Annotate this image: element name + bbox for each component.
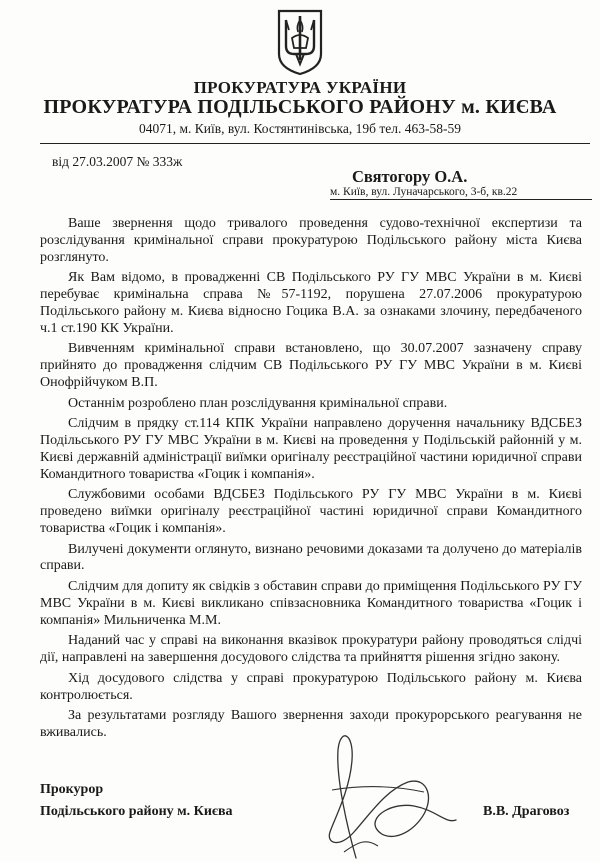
org-name-primary: ПРОКУРАТУРА УКРАЇНИ: [193, 78, 407, 97]
signatory-name: В.В. Драговоз: [483, 804, 570, 819]
org-name-secondary: ПРОКУРАТУРА ПОДІЛЬСЬКОГО РАЙОНУ м. КИЄВА: [43, 96, 557, 118]
signatory-title: Прокурор: [40, 782, 104, 797]
header-divider: [40, 143, 590, 144]
recipient-address: м. Київ, вул. Луначарського, 3-б, кв.22: [330, 186, 518, 198]
body-paragraph: Слідчим в прядку ст.114 КПК України направлено доручення начальнику ВДСБЕЗ Подільського РУ ГУ МВС України в м. Києві на проведення у Подільській районній у м. Києві державній адміністрації виїмки оригіналу реєстраційної частини юридичної справи Командитного товариства «Гоцик і компанія».: [40, 416, 582, 482]
handwritten-signature-icon: [296, 720, 466, 862]
document-reference: від 27.03.2007 № 333ж: [52, 154, 183, 169]
trident-coat-of-arms-icon: [276, 8, 324, 76]
recipient-name: Святогору О.А.: [352, 167, 468, 186]
org-address: 04071, м. Київ, вул. Костянтинівська, 19б тел. 463-58-59: [138, 121, 462, 136]
body-paragraph: Вилучені документи оглянуто, визнано речовими доказами та долучено до матеріалів справи.: [40, 541, 582, 574]
body-paragraph: Вивченням кримінальної справи встановлено, що 30.07.2007 зазначену справу прийнято до провадження слідчим СВ Подільського РУ ГУ МВС України в м. Києві Онофрійчуком В.П.: [40, 341, 582, 390]
recipient-divider: [330, 199, 592, 200]
body-paragraph: Останнім розроблено план розслідування кримінальної справи.: [68, 395, 448, 411]
body-paragraph: Наданий час у справі на виконання вказівок прокуратури району проводяться слідчі дії, направлені на завершення досудового слідства та прийняття рішення згідно закону.: [40, 633, 582, 665]
body-paragraph: Хід досудового слідства у справі прокуратурою Подільського району м. Києва контролюється.: [40, 670, 582, 703]
letter-body: [40, 216, 582, 746]
body-paragraph: Як Вам відомо, в провадженні СВ Подільського РУ ГУ МВС України в м. Києві перебуває кримінальна справа №57-1192, порушена 27.07.2006 прокуратурою Подільського району м. Києва відносно Гоцика В.А. за ознаками злочину, передбаченого ч.1 ст.190 КК України.: [40, 270, 582, 336]
body-paragraph: Ваше звернення щодо тривалого проведення судово-технічної експертизи та розслідування кримінальної справи прокуратурою Подільського району міста Києва розглянуто.: [40, 216, 582, 265]
body-paragraph: За результатами розгляду Вашого звернення заходи прокурорського реагування не вживались.: [40, 708, 582, 740]
signatory-position: Подільського району м. Києва: [40, 804, 233, 819]
body-paragraph: Службовими особами ВДСБЕЗ Подільського РУ ГУ МВС України в м. Києві проведено виїмки оригіналу реєстраційної частині юридичної справи Командитного товариства «Гоцик і компанія».: [40, 487, 582, 536]
body-paragraph: Слідчим для допиту як свідків з обставин справи до приміщення Подільського РУ ГУ МВС України в м. Києві викликано співзасновника Командитного товариства «Гоцик і компанія» Мильниченка М.М.: [40, 579, 582, 628]
